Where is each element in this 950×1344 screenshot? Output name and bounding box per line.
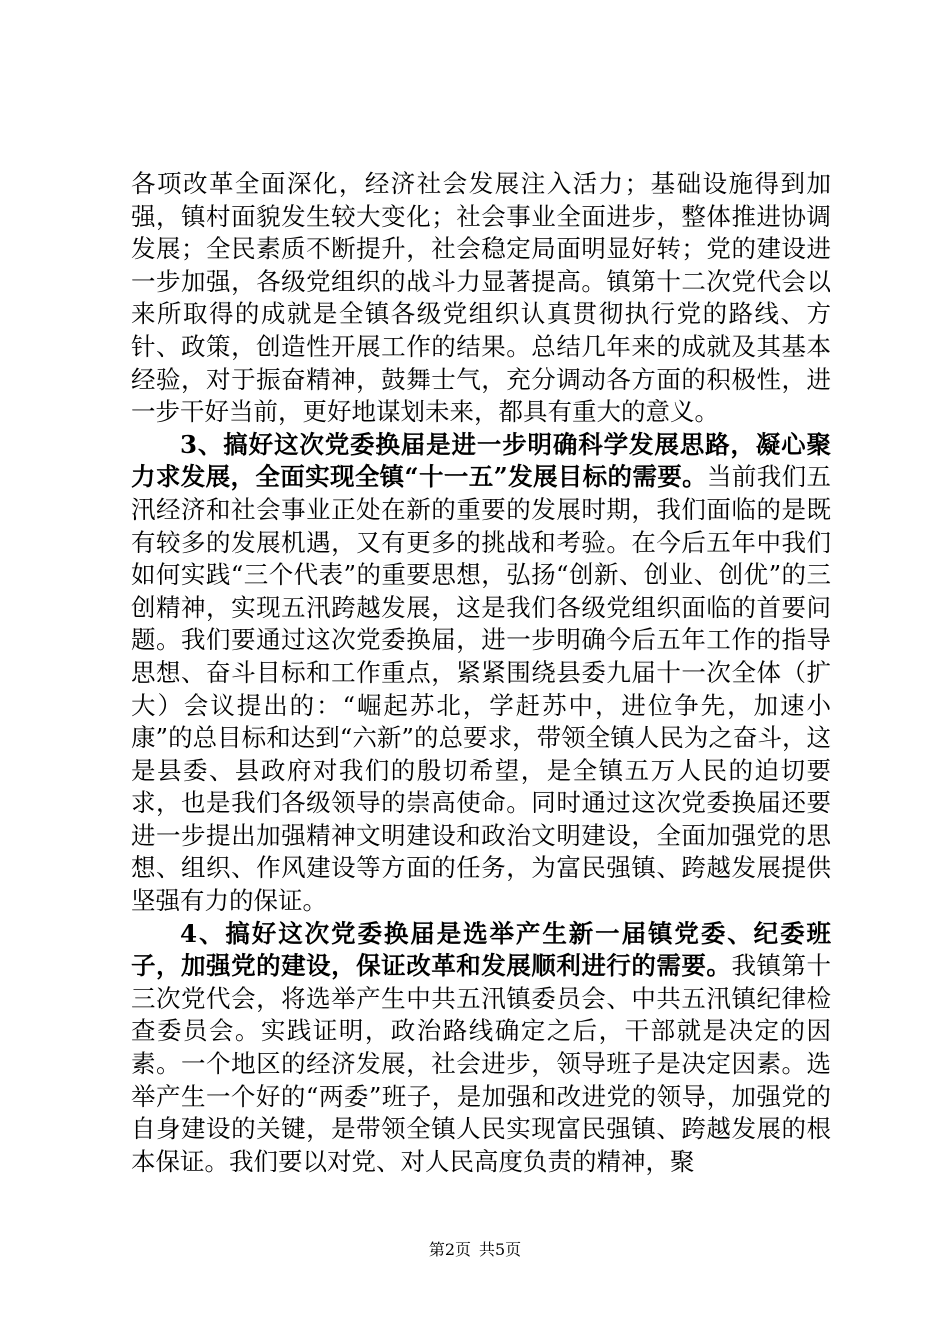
paragraph-text: 各项改革全面深化，经济社会发展注入活力；基础设施得到加强，镇村面貌发生较大变化；社会事业全面进步，整体推进协调发展；全民素质不断提升，社会稳定局面明显好转；党的建设进一步加强，各级党组织的战斗力显著提高。镇第十二次党代会以来所取得的成就是全镇各级党组织认真贯彻执行党的路线、方针、政策，创造性开展工作的结果。总结几年来的成就及其基本经验，对于振奋精神，鼓舞士气，充分调动各方面的积极性，进一步干好当前，更好地谋划未来，都具有重大的意义。 [131,169,831,427]
paragraph-3 [131,918,831,1179]
document-body [131,168,831,1178]
paragraph-text: 当前我们五汛经济和社会事业正处在新的重要的发展时期，我们面临的是既有较多的发展机遇，又有更多的挑战和考验。在今后五年中我们如何实践“三个代表”的重要思想，弘扬“创新、创业、创优”的三创精神，实现五汛跨越发展，这是我们各级党组织面临的首要问题。我们要通过这次党委换届，进一步明确今后五年工作的指导思想、奋斗目标和工作重点，紧紧围绕县委九届十一次全体（扩大）会议提出的：“崛起苏北，学赶苏中，进位争先，加速小康”的总目标和达到“六新”的总要求，带领全镇人民为之奋斗，这是县委、县政府对我们的殷切希望，是全镇五万人民的迫切要求，也是我们各级领导的崇高使命。同时通过这次党委换届还要进一步提出加强精神文明建设和政治文明建设，全面加强党的思想、组织、作风建设等方面的任务，为富民强镇、跨越发展提供坚强有力的保证。 [131,462,832,916]
paragraph-1 [131,168,831,429]
page-footer [0,1240,950,1260]
page-number: 第2页 [428,1240,471,1259]
paragraph-lead: 4、搞好这次党委换届是选举产生新一届镇党委、纪委班子，加强党的建设，保证改革和发展顺利进行的需要。 [131,918,831,981]
paragraph-2 [131,429,831,918]
paragraph-lead: 3、搞好这次党委换届是进一步明确科学发展思路，凝心聚力求发展，全面实现全镇“十一五”发展目标的需要。 [131,429,831,492]
paragraph-text: 我镇第十三次党代会，将选举产生中共五汛镇委员会、中共五汛镇纪律检查委员会。实践证明，政治路线确定之后，干部就是决定的因素。一个地区的经济发展，社会进步，领导班子是决定因素。选举产生一个好的“两委”班子，是加强和改进党的领导，加强党的自身建设的关键，是带领全镇人民实现富民强镇、跨越发展的根本保证。我们要以对党、对人民高度负责的精神，聚 [131,951,832,1176]
page-total: 共5页 [479,1240,522,1259]
